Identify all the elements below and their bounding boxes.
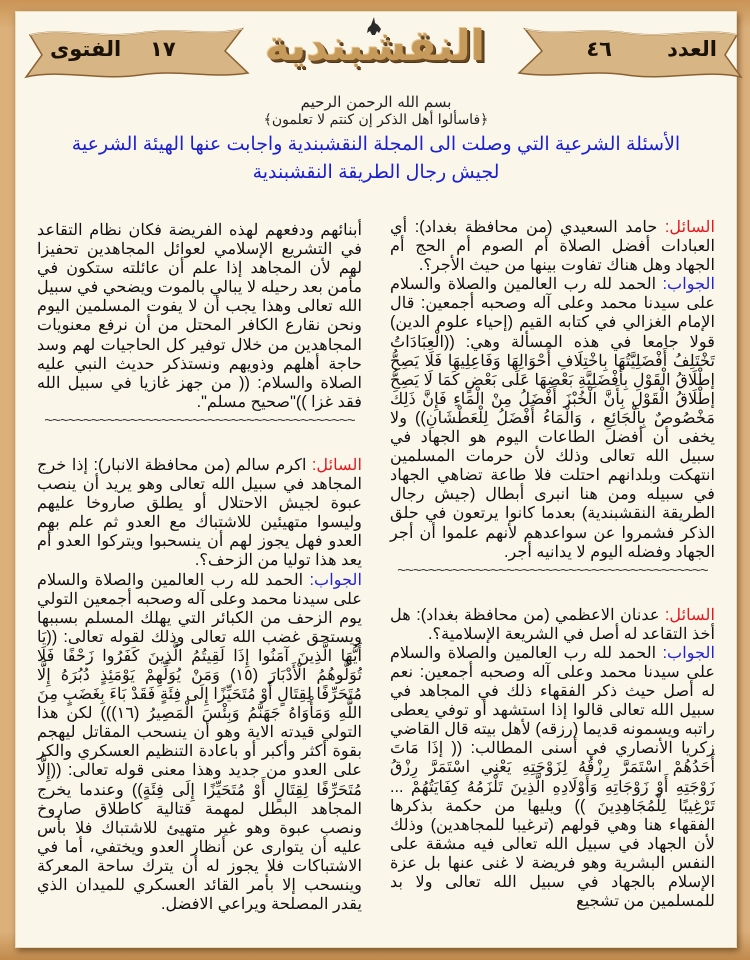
logo-text: النقشبندية: [264, 21, 485, 70]
question-block: [390, 606, 715, 644]
asker-label: السائل:: [311, 455, 362, 474]
section-headline: الأسئلة الشرعية التي وصلت الى المجلة النقشبندية واجابت عنها الهيئة الشرعية: [71, 134, 681, 155]
asker-label: السائل:: [664, 218, 715, 236]
magazine-page: [15, 11, 737, 948]
fatwa-label: الفتوى: [50, 37, 122, 61]
issue-number: ٤٦: [586, 37, 612, 61]
answer-block: [37, 571, 362, 915]
answer-text: الحمد لله رب العالمين والصلاة والسلام على سيدنا محمد وعلى آله وصحبه أجمعين: قال الإمام الغزالي في كتابه القيم (إحياء علوم الدين) قولا جامعا في هذه المسألة وهي: ((الْعِبَادَاتُ تَخْتَلِفُ أَفْضَلِيَّتُهَا بِاخْتِلَافِ أَحْوَالِهَا وَفَاعِلِيهَا فَلَا يَصِحُّ إطْلَاقُ الْقَوْلِ بِأَفْضَلِيَّةِ بَعْضِهَا عَلَى بَعْضٍ كَمَا لَا يَصِحُّ إطْلَاقُ الْقَوْلِ بِأَنَّ الْخُبْزَ أَفْضَلُ مِنْ الْمَاءِ فَإِنَّ ذَلِكَ مَخْصُوصٌ بِالْجَائِعِ ، وَالْمَاءُ أَفْضَلُ لِلْعَطْشَانِ)) ولا يخفى أن أفضل الطاعات اليوم هو الجهاد في سبيل الله تعالى وذلك لأن حرمات المسلمين انتهكت وبلدانهم احتلت فلا طاعة تضاهي الجهاد في سبيله ومن هنا انبرى أبطال (جيش رجال الطريقة النقشبندية) بعدما كانوا يرتعون في حلق الذكر فشمروا عن سواعدهم لأنهم علموا أن أجر الجهاد وفضله اليوم لا يدانيه أجر.: [390, 275, 715, 561]
question-block: [390, 218, 715, 275]
quran-verse: ﴿فاسألوا أهل الذكر إن كنتم لا تعلمون﴾: [263, 112, 489, 128]
answer-label: الجواب:: [662, 643, 715, 662]
answer-continuation: أبنائهم ودفعهم لهذه الفريضة فكان نظام التقاعد في التشريع الإسلامي لعوائل المجاهدين تحفيزا لهم لأن المجاهد إذا علم أن عائلته ستكون في مأمن بعد رحيله لا يبالي بالموت ويضحي في سبيل الله تعالى وهذا يجب أن لا يفوت المسلمين اليوم ونحن نقارع الكافر المحتل من أن نرفع معنويات المجاهدين من خلال توفير كل الحاجيات لهم وسد حاجة أهلهم وذويهم ونستذكر حديث النبي عليه الصلاة والسلام: (( من جهز غازيا في سبيل الله فقد غزا ))"صحيح مسلم".: [37, 221, 362, 411]
intro-section: [15, 93, 737, 185]
answer-label: الجواب:: [662, 275, 715, 294]
magazine-logo: [264, 17, 485, 85]
separator: ~~~~~~~~~~~~~~~~~~~~~~~~~~~~~~~~~~~~~~~~: [44, 411, 355, 429]
fatwa-number-banner: [20, 23, 250, 79]
fatwa-number: ١٧: [150, 37, 176, 61]
question-text: عدنان الاعظمي (من محافظة بغداد): هل أخذ التقاعد له أصل في الشريعة الإسلامية؟.: [390, 605, 715, 643]
answer-block: [390, 275, 715, 561]
issue-number-banner: [517, 23, 747, 79]
question-block: [37, 456, 362, 571]
left-column: [37, 221, 362, 914]
section-subheadline: لجيش رجال الطريقة النقشبندية: [252, 162, 500, 183]
question-text: اكرم سالم (من محافظة الانبار): إذا خرج المجاهد في سبيل الله تعالى وهو يريد أن ينصب عبوة لجيش الاحتلال أو يطلق صاروخا عليهم وليسوا متهيئين للاشتباك مع العدو ثم علم بهم العدو فهل يجوز لهم أن ينسحبوا ويتركوا العدو أم يعد هذا توليا من الزحف؟.: [37, 455, 362, 570]
right-column: [390, 218, 715, 911]
answer-block: [390, 644, 715, 911]
basmala: بسم الله الرحمن الرحيم: [300, 93, 452, 111]
answer-text: الحمد لله رب العالمين والصلاة والسلام على سيدنا محمد وعلى آله وصحبه أجمعين: نعم له أصل حيث ذكر الفقهاء ذلك في المجاهد في سبيل الله تعالى قالوا إذا استشهد أو توفي يعطى راتبه ويسمونه قديما (رزقه) لأهل بيته قال القاضي زكريا الأنصاري في أسنى المطالب: (( إذَا مَاتَ أَحَدُهُمْ اسْتَمَرَّ رِزْقُهُ لِزَوْجَتِهِ يَعْنِي اسْتَمَرَّ رِزْقُ زَوْجَتِهِ أَوْ زَوْجَاتِهِ وَأَوْلَادِهِ الَّذِينَ تَلْزَمُهُ كِفَايَتُهُمْ ... تَرْغِيبًا لِلْمُجَاهِدِينَ )) ويليها من حكمة بذكرها الفقهاء هنا وهي قولهم (ترغيبا للمجاهدين) وذلك لأن الجهاد في سبيل الله تعالى فيه مشقة على النفس البشرية وهو فريضة لا غنى عنها بل عزة الإسلام بالجهاد في سبيل الله تعالى ولا بد للمسلمين من تشجيع: [390, 643, 715, 911]
separator: ~~~~~~~~~~~~~~~~~~~~~~~~~~~~~~~~~~~~~~~~: [397, 561, 708, 579]
asker-label: السائل:: [664, 605, 715, 624]
answer-label: الجواب:: [309, 570, 362, 589]
question-text: حامد السعيدي (من محافظة بغداد): أي العبادات أفضل الصلاة أم الصوم أم الحج أم الجهاد وهل هناك تفاوت بينها من حيث الأجر؟.: [390, 218, 715, 275]
issue-label: العدد: [667, 37, 717, 61]
answer-text: الحمد لله رب العالمين والصلاة والسلام على سيدنا محمد وعلى آله وصحبه أجمعين التولي يوم الزحف من الكبائر التي يهلك المسلم بسببها ويستحق غضب الله تعالى وذلك لقوله تعالى: ((يَا أَيُّهَا الَّذِينَ آمَنُوا إِذَا لَقِيتُمُ الَّذِينَ كَفَرُوا زَحْفًا فَلَا تُوَلُّوهُمُ الْأَدْبَارَ (١٥) وَمَنْ يُوَلِّهِمْ يَوْمَئِذٍ دُبُرَهُ إِلَّا مُتَحَرِّفًا لِقِتَالٍ أَوْ مُتَحَيِّزًا إِلَى فِئَةٍ فَقَدْ بَاءَ بِغَضَبٍ مِنَ اللَّهِ وَمَأْوَاهُ جَهَنَّمُ وَبِئْسَ الْمَصِيرُ (١٦))) لكن هذا التولي قيدته الاية وهو أن ينسحب المقاتل ليهجم بقوة أكثر وأكبر أو باعادة التنظيم العسكري والكر على العدو من جديد وهذا معنى قوله تعالى: ((إِلَّا مُتَحَرِّفًا لِقِتَالٍ أَوْ مُتَحَيِّزًا إِلَى فِئَةٍ)) وعندما يخرج المجاهد البطل لمهمة قتالية كاطلاق صاروخ ونصب عبوة وهو غير متهيئ للاشتباك فلا بأس عليه أن يتوارى عن أنظار العدو ويختفي، أما في الاشتباكات فلا يجوز له أن يترك ساحة المعركة وينسحب إلا بأمر القائد العسكري للميدان الذي يقدر المصلحة ويراعي الافضل.: [37, 570, 362, 914]
